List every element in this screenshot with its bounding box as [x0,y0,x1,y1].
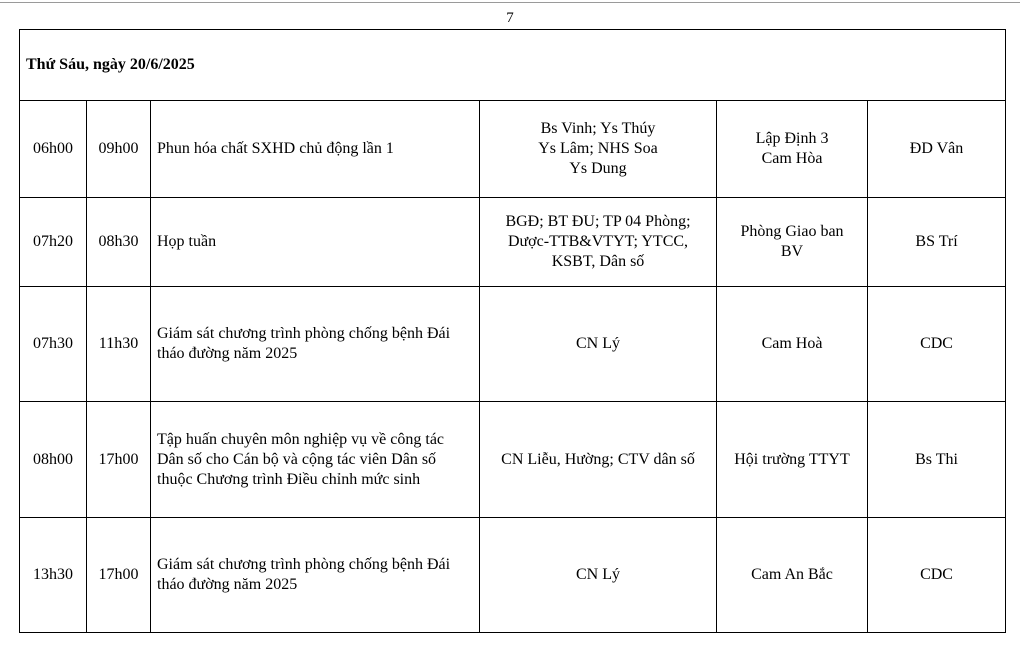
day-header-row [20,30,1006,101]
content-line: Phun hóa chất SXHD chủ động lần 1 [157,140,394,157]
participants-line: CN Liễu, Hường; CTV dân số [501,450,695,468]
day-header: Thứ Sáu, ngày 20/6/2025 [20,30,1006,101]
lead-person: ĐD Vân [868,101,1006,198]
location-line: Cam Hòa [761,150,823,167]
activity-content [151,101,480,198]
location-line: BV [780,243,804,260]
location [717,198,868,287]
activity-content [151,518,480,633]
table-row [20,518,1006,633]
location [717,101,868,198]
content-line: Họp tuần [157,233,217,250]
activity-content [151,402,480,518]
location-line: Cam Hoà [761,335,823,352]
participants [480,518,717,633]
location-line: Phòng Giao ban [740,223,844,240]
location [717,287,868,402]
content-line: tháo đường năm 2025 [157,345,298,362]
content-line: tháo đường năm 2025 [157,576,298,593]
lead-person: BS Trí [868,198,1006,287]
start-time: 13h30 [20,518,87,633]
content-line: Giám sát chương trình phòng chống bệnh Đái [157,325,451,342]
participants [480,101,717,198]
content-line: Giám sát chương trình phòng chống bệnh Đái [157,556,451,573]
participants-line: KSBT, Dân số [551,253,645,270]
content-line: thuộc Chương trình Điều chỉnh mức sinh [157,470,421,488]
activity-content [151,198,480,287]
content-line: Tập huấn chuyên môn nghiệp vụ về công tác [157,430,445,448]
start-time: 08h00 [20,402,87,518]
end-time: 17h00 [87,402,151,518]
location-line: Lập Định 3 [755,130,829,147]
start-time: 06h00 [20,101,87,198]
lead-person: CDC [868,518,1006,633]
table-row [20,101,1006,198]
participants-line: BGĐ; BT ĐU; TP 04 Phòng; [505,213,691,230]
content-line: Dân số cho Cán bộ và cộng tác viên Dân số [157,450,437,468]
participants-line: Bs Vinh; Ys Thúy [540,120,656,137]
page-number: 7 [506,10,514,26]
participants-line: CN Lý [576,335,620,352]
end-time: 11h30 [87,287,151,402]
participants [480,198,717,287]
participants-line: Ys Dung [569,160,627,177]
top-rule [0,2,1020,3]
table-row [20,198,1006,287]
activity-content [151,287,480,402]
participants [480,287,717,402]
location [717,518,868,633]
end-time: 09h00 [87,101,151,198]
end-time: 17h00 [87,518,151,633]
participants-line: Dược-TTB&VTYT; YTCC, [507,233,689,250]
location-line: Hội trường TTYT [734,450,850,468]
start-time: 07h30 [20,287,87,402]
participants-line: Ys Lâm; NHS Soa [538,140,658,157]
table-row [20,287,1006,402]
participants-line: CN Lý [576,566,620,583]
table-row [20,402,1006,518]
location-line: Cam An Bắc [751,566,833,583]
schedule-table [19,29,1006,633]
end-time: 08h30 [87,198,151,287]
participants [480,402,717,518]
start-time: 07h20 [20,198,87,287]
lead-person: CDC [868,287,1006,402]
location [717,402,868,518]
lead-person: Bs Thi [868,402,1006,518]
